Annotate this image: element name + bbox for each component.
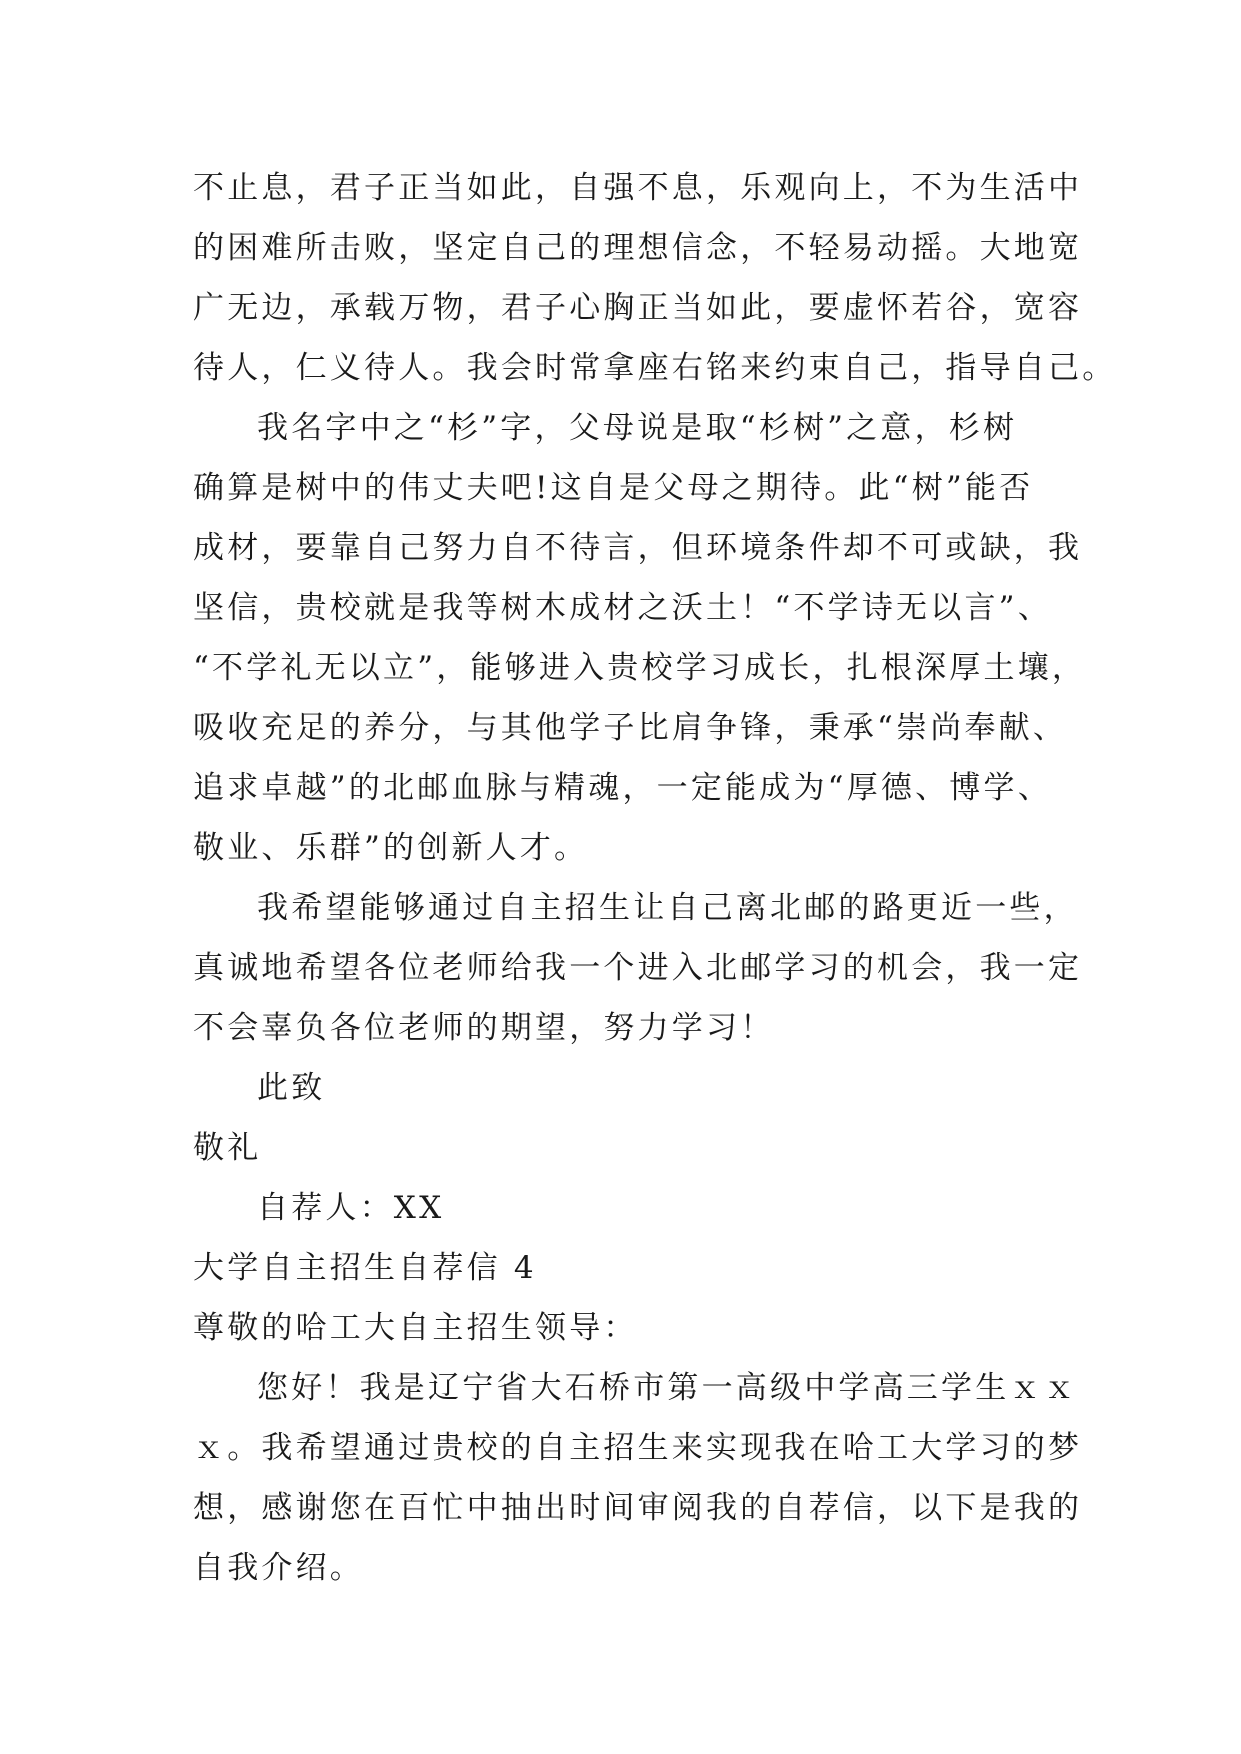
closing-salutation: 此致 (257, 1070, 326, 1106)
text-line: “不学礼无以立”，能够进入贵校学习成长，扎根深厚土壤， (193, 650, 1087, 686)
paragraph-start-line: 您好！我是辽宁省大石桥市第一高级中学高三学生ｘｘ (257, 1370, 1078, 1406)
text-line: 成材，要靠自己努力自不待言，但环境条件却不可或缺，我 (193, 530, 1083, 566)
letter-greeting: 尊敬的哈工大自主招生领导： (193, 1310, 638, 1346)
signature-line: 自荐人：XX (257, 1190, 445, 1226)
text-line: ｘ。我希望通过贵校的自主招生来实现我在哈工大学习的梦 (193, 1430, 1083, 1466)
text-line: 不止息，君子正当如此，自强不息，乐观向上，不为生活中 (193, 170, 1083, 206)
section-heading: 大学自主招生自荐信 4 (193, 1250, 537, 1286)
text-line: 广无边，承载万物，君子心胸正当如此，要虚怀若谷，宽容 (193, 290, 1083, 326)
text-line: 敬业、乐群”的创新人才。 (193, 830, 589, 866)
text-line: 的困难所击败，坚定自己的理想信念，不轻易动摇。大地宽 (193, 230, 1083, 266)
text-line: 不会辜负各位老师的期望，努力学习！ (193, 1010, 775, 1046)
text-line: 坚信，贵校就是我等树木成材之沃土！“不学诗无以言”、 (193, 590, 1052, 626)
paragraph-start-line: 我希望能够通过自主招生让自己离北邮的路更近一些， (257, 890, 1078, 926)
text-line: 待人，仁义待人。我会时常拿座右铭来约束自己，指导自己。 (193, 350, 1117, 386)
text-line: 真诚地希望各位老师给我一个进入北邮学习的机会，我一定 (193, 950, 1083, 986)
text-line: 想，感谢您在百忙中抽出时间审阅我的自荐信，以下是我的 (193, 1490, 1083, 1526)
text-line: 自我介绍。 (193, 1550, 364, 1586)
text-line: 追求卓越”的北邮血脉与精魂，一定能成为“厚德、博学、 (193, 770, 1052, 806)
document-body (193, 158, 1117, 1598)
text-line: 确算是树中的伟丈夫吧!这自是父母之期待。此“树”能否 (193, 470, 1034, 506)
text-line: 吸收充足的养分，与其他学子比肩争锋，秉承“崇尚奉献、 (193, 710, 1068, 746)
paragraph-start-line: 我名字中之“杉”字，父母说是取“杉树”之意，杉树 (257, 410, 1018, 446)
closing-regards: 敬礼 (193, 1130, 262, 1166)
